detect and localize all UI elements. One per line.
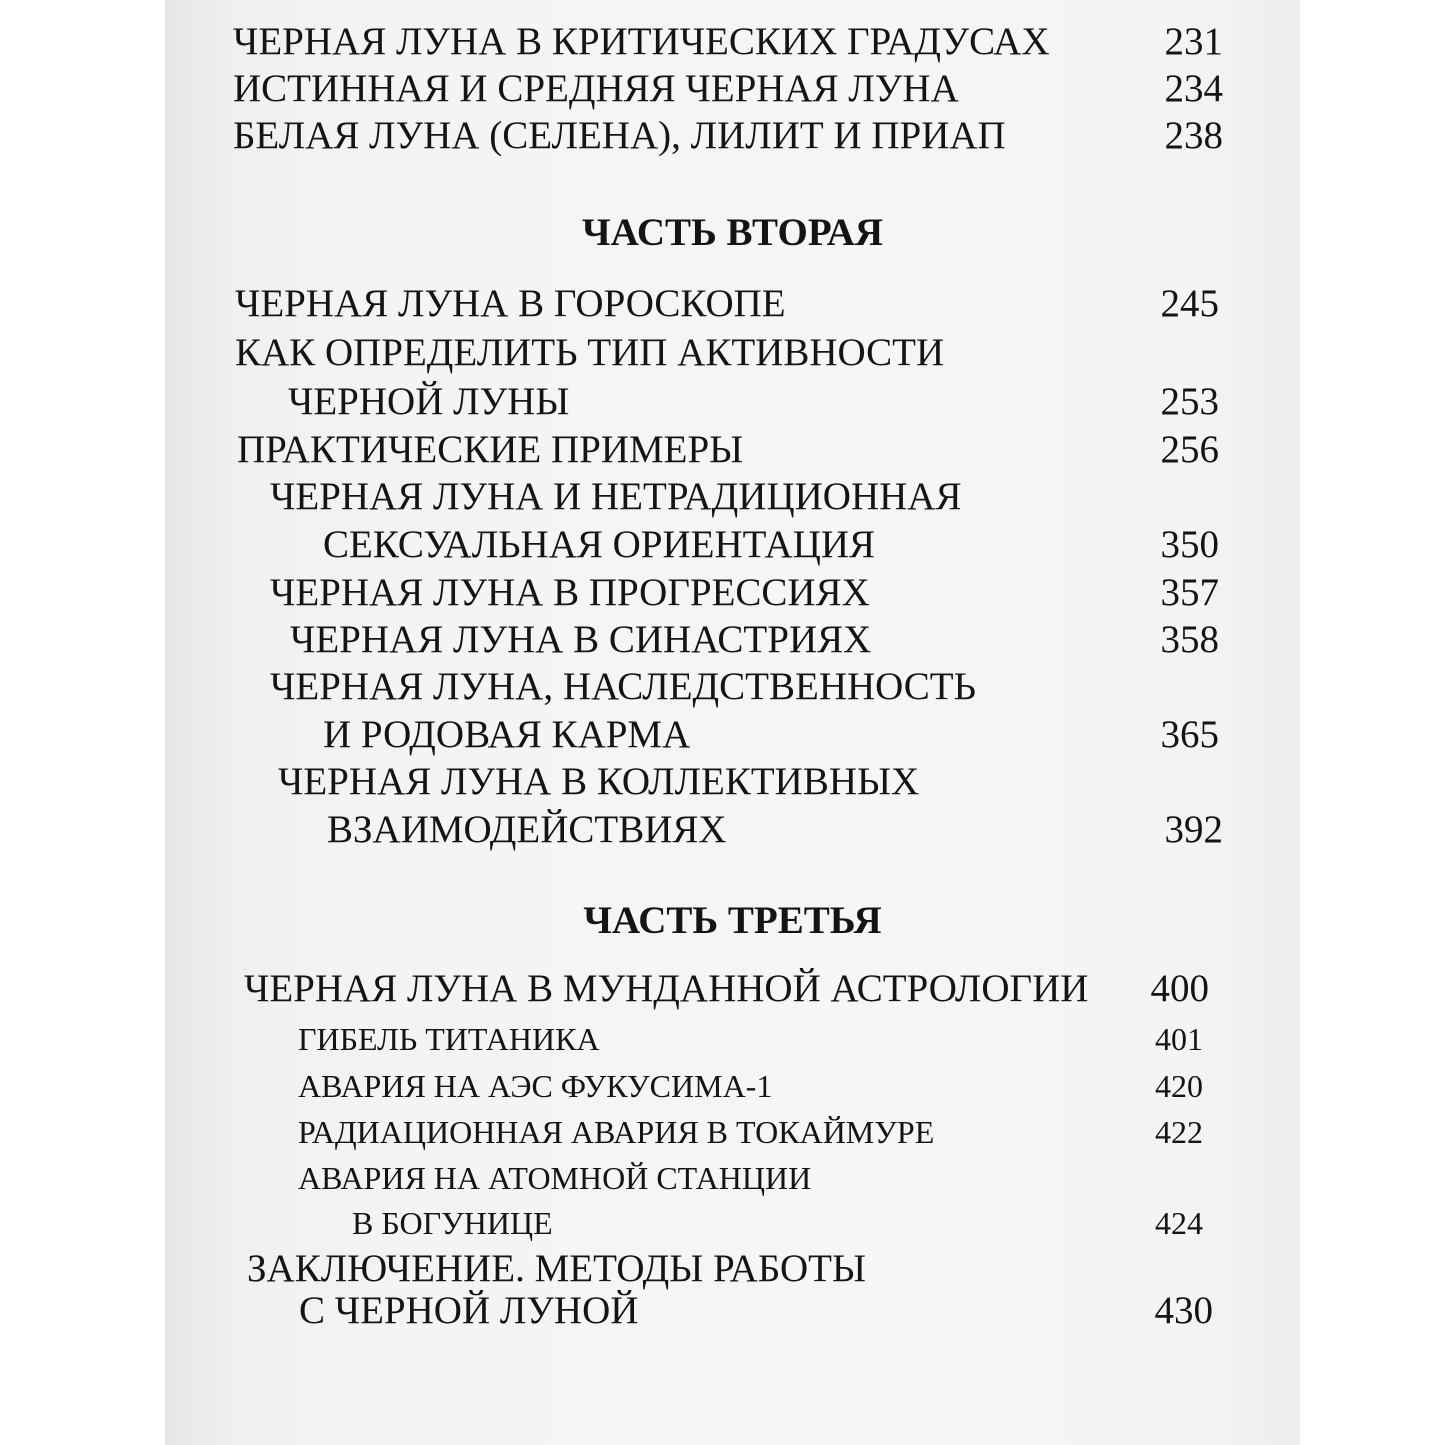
toc-entry (165, 1288, 1300, 1334)
book-page (165, 0, 1300, 1445)
toc-entry (165, 113, 1300, 159)
toc-entry-page: 256 (1160, 428, 1219, 471)
toc-entry (165, 66, 1300, 112)
toc-entry-page: 401 (1155, 1021, 1203, 1057)
toc-entry-title: С ЧЕРНОЙ ЛУНОЙ (299, 1289, 639, 1332)
toc-entry (165, 617, 1300, 663)
toc-entry (165, 19, 1300, 65)
toc-entry-page: 245 (1160, 282, 1219, 325)
toc-entry (165, 1063, 1300, 1109)
toc-entry (165, 1109, 1300, 1155)
toc-entry-page: 253 (1160, 380, 1219, 423)
toc-entry-title: ЧЕРНАЯ ЛУНА В СИНАСТРИЯХ (290, 618, 872, 661)
toc-entry-title: БЕЛАЯ ЛУНА (СЕЛЕНА), ЛИЛИТ И ПРИАП (233, 114, 1006, 157)
toc-entry (165, 1200, 1300, 1246)
toc-entry-title: АВАРИЯ НА АТОМНОЙ СТАНЦИИ (298, 1160, 812, 1196)
toc-entry-title: И РОДОВАЯ КАРМА (323, 713, 691, 756)
toc-entry (165, 759, 1300, 805)
toc-entry-title: ВЗАИМОДЕЙСТВИЯХ (327, 808, 727, 851)
toc-entry (165, 474, 1300, 520)
toc-entry-page: 357 (1160, 571, 1219, 614)
toc-entry-title: ЧЕРНАЯ ЛУНА И НЕТРАДИЦИОННАЯ (270, 475, 962, 518)
toc-entry-page: 424 (1155, 1205, 1203, 1241)
toc-entry (165, 807, 1300, 853)
toc-entry (165, 427, 1300, 473)
toc-entry-title: В БОГУНИЦЕ (352, 1205, 553, 1241)
toc-entry-page: 420 (1155, 1068, 1203, 1104)
toc-entry-page: 365 (1160, 713, 1219, 756)
toc-entry-title: ИСТИННАЯ И СРЕДНЯЯ ЧЕРНАЯ ЛУНА (233, 67, 959, 110)
toc-entry-page: 238 (1164, 114, 1223, 157)
toc-entry (165, 522, 1300, 568)
section-heading-part-three: ЧАСТЬ ТРЕТЬЯ (583, 899, 882, 942)
toc-entry (165, 330, 1300, 376)
toc-entry (165, 1016, 1300, 1062)
toc-entry-page: 234 (1164, 67, 1223, 110)
toc-entry-page: 350 (1160, 523, 1219, 566)
toc-entry-page: 358 (1160, 618, 1219, 661)
toc-entry (165, 281, 1300, 327)
toc-entry-page: 422 (1155, 1114, 1203, 1150)
toc-entry (165, 1155, 1300, 1201)
toc-entry-title: ЧЕРНАЯ ЛУНА В КРИТИЧЕСКИХ ГРАДУСАХ (233, 20, 1050, 63)
toc-entry (165, 712, 1300, 758)
toc-entry (165, 379, 1300, 425)
toc-entry-title: ЧЕРНАЯ ЛУНА В КОЛЛЕКТИВНЫХ (278, 760, 920, 803)
toc-entry-title: СЕКСУАЛЬНАЯ ОРИЕНТАЦИЯ (323, 523, 876, 566)
toc-entry-title: ЧЕРНАЯ ЛУНА В ПРОГРЕССИЯХ (270, 571, 870, 614)
toc-entry (165, 1246, 1300, 1292)
toc-entry-page: 400 (1150, 967, 1209, 1010)
toc-entry-title: ЧЕРНАЯ ЛУНА В МУНДАННОЙ АСТРОЛОГИИ (244, 967, 1089, 1010)
section-heading-part-two: ЧАСТЬ ВТОРАЯ (581, 211, 884, 254)
toc-entry (165, 570, 1300, 616)
toc-entry-title: АВАРИЯ НА АЭС ФУКУСИМА-1 (298, 1068, 773, 1104)
toc-entry-page: 430 (1154, 1289, 1213, 1332)
toc-entry (165, 966, 1300, 1012)
toc-entry-title: ЧЕРНОЙ ЛУНЫ (288, 380, 570, 423)
toc-entry-page: 231 (1164, 20, 1223, 63)
toc-entry-title: ЧЕРНАЯ ЛУНА В ГОРОСКОПЕ (235, 282, 786, 325)
toc-entry-title: ПРАКТИЧЕСКИЕ ПРИМЕРЫ (237, 428, 744, 471)
toc-entry (165, 664, 1300, 710)
toc-entry-title: РАДИАЦИОННАЯ АВАРИЯ В ТОКАЙМУРЕ (298, 1114, 935, 1150)
toc-entry-title: КАК ОПРЕДЕЛИТЬ ТИП АКТИВНОСТИ (235, 331, 945, 374)
toc-entry-page: 392 (1164, 808, 1223, 851)
toc-entry-title: ЧЕРНАЯ ЛУНА, НАСЛЕДСТВЕННОСТЬ (270, 665, 977, 708)
toc-entry-title: ЗАКЛЮЧЕНИЕ. МЕТОДЫ РАБОТЫ (247, 1247, 866, 1290)
toc-entry-title: ГИБЕЛЬ ТИТАНИКА (298, 1021, 600, 1057)
